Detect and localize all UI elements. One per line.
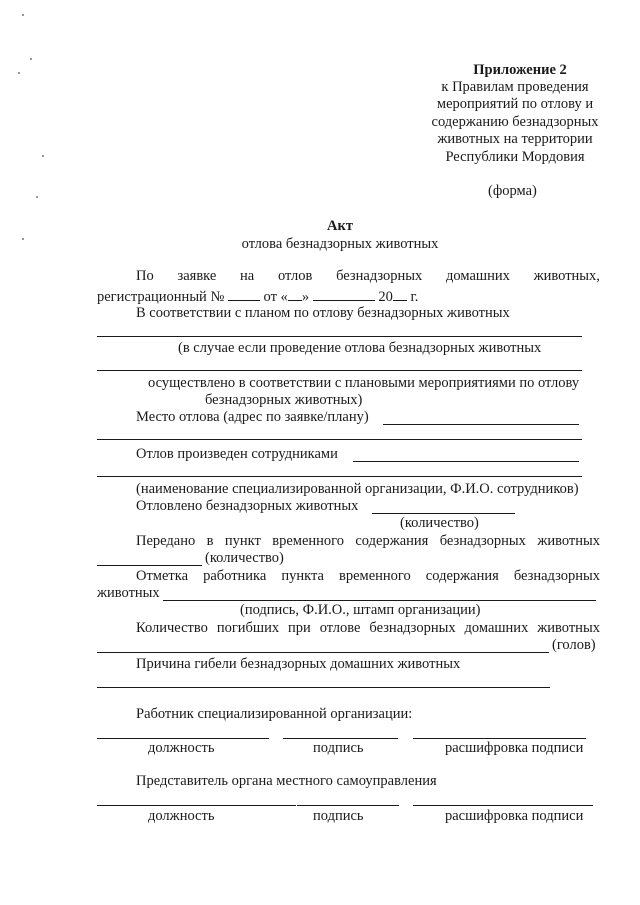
rep-signature-field[interactable] — [297, 805, 399, 806]
word: на — [240, 268, 255, 284]
scan-speck — [36, 196, 38, 198]
plan-field[interactable] — [97, 336, 582, 337]
cause-field[interactable] — [97, 687, 550, 688]
quantity-caption: (количество) — [400, 515, 479, 531]
scan-speck — [22, 238, 24, 240]
worker-title: Работник специализированной организации: — [136, 706, 413, 722]
place-label: Место отлова (адрес по заявке/плану) — [136, 409, 369, 425]
word: заявке — [177, 268, 217, 284]
done-line-2: безнадзорных животных) — [205, 392, 363, 408]
word: домашних — [446, 268, 510, 284]
org-caption: (наименование специализированной организации, Ф.И.О. сотрудников) — [136, 481, 579, 497]
word: безнадзорных — [336, 268, 423, 284]
appendix-text — [420, 79, 610, 166]
word: животных — [537, 533, 600, 549]
word: отлов — [278, 268, 313, 284]
word: пункта — [281, 568, 324, 584]
scan-speck — [22, 14, 24, 16]
appendix-line: животных на территории — [437, 131, 593, 148]
mark-field[interactable] — [163, 600, 596, 601]
position-caption: должность — [148, 808, 215, 824]
date-month-field[interactable] — [313, 287, 375, 301]
act-title: Акт — [327, 218, 353, 234]
mark-line-2: животных — [97, 585, 160, 601]
appendix-line: к Правилам проведения — [441, 79, 589, 95]
caught-label: Отловлено безнадзорных животных — [136, 498, 359, 514]
word: при — [288, 620, 311, 636]
name-caption: расшифровка подписи — [445, 808, 584, 824]
transfer-field[interactable] — [97, 565, 202, 566]
plan-line: В соответствии с планом по отлову безнадзорных животных — [136, 305, 510, 321]
scan-speck — [30, 58, 32, 60]
mark-line — [136, 568, 600, 585]
staff-field-2[interactable] — [97, 476, 582, 477]
word: безнадзорных — [369, 620, 456, 636]
word: безнадзорных — [513, 568, 600, 584]
case-note: (в случае если проведение отлова безнадзорных животных — [178, 340, 542, 356]
transfer-line — [136, 533, 600, 550]
registration-label: регистрационный № — [97, 289, 225, 305]
word: Передано — [136, 533, 196, 549]
word: Отметка — [136, 568, 189, 584]
name-caption: расшифровка подписи — [445, 740, 584, 756]
staff-label: Отлов произведен сотрудниками — [136, 446, 338, 462]
word: погибших — [216, 620, 280, 636]
appendix-line: мероприятий по отлову и — [436, 96, 594, 113]
word: содержания — [425, 568, 499, 584]
year-suffix: г. — [410, 289, 419, 305]
word: По — [136, 268, 154, 284]
appendix-line: содержанию безнадзорных — [431, 113, 599, 130]
act-subtitle: отлова безнадзорных животных — [241, 236, 439, 252]
word: животных, — [533, 268, 600, 284]
scan-speck — [42, 155, 44, 157]
transfer-quantity: (количество) — [205, 550, 284, 566]
date-year-field[interactable] — [393, 287, 407, 301]
place-field-2[interactable] — [97, 439, 582, 440]
worker-signature-field[interactable] — [283, 738, 398, 739]
word: работника — [203, 568, 267, 584]
staff-field[interactable] — [353, 461, 579, 462]
position-caption: должность — [148, 740, 215, 756]
place-field[interactable] — [383, 424, 579, 425]
dead-field[interactable] — [97, 652, 549, 653]
cause-label: Причина гибели безнадзорных домашних животных — [136, 656, 461, 672]
signature-caption-word: подпись — [313, 740, 364, 756]
date-day-field[interactable] — [288, 287, 302, 301]
worker-position-field[interactable] — [97, 738, 269, 739]
word: в — [206, 533, 214, 549]
rep-name-field[interactable] — [413, 805, 593, 806]
form-label: (форма) — [488, 183, 537, 199]
word: животных — [537, 620, 600, 636]
appendix-title: Приложение 2 — [473, 62, 567, 78]
date-from-label: от « — [263, 289, 288, 305]
scan-speck — [18, 72, 20, 74]
word: содержания — [355, 533, 429, 549]
appendix-line: Республики Мордовия — [445, 148, 585, 165]
registration-number-field[interactable] — [228, 287, 260, 301]
request-line-1 — [136, 268, 600, 285]
representative-title: Представитель органа местного самоуправления — [136, 773, 437, 789]
word: пункт — [224, 533, 261, 549]
dead-line — [136, 620, 600, 637]
done-line-1: осуществлено в соответствии с плановыми мероприятиями по отлову — [148, 375, 580, 391]
worker-name-field[interactable] — [413, 738, 586, 739]
rep-position-field[interactable] — [97, 805, 296, 806]
word: домашних — [464, 620, 529, 636]
dead-unit: (голов) — [552, 637, 596, 653]
word: безнадзорных — [439, 533, 526, 549]
word: отлове — [319, 620, 361, 636]
signature-caption-word: подпись — [313, 808, 364, 824]
word: Количество — [136, 620, 208, 636]
caught-field[interactable] — [372, 513, 515, 514]
year-prefix: 20 — [378, 289, 393, 305]
signature-caption: (подпись, Ф.И.О., штамп организации) — [240, 602, 481, 618]
word: временного — [272, 533, 344, 549]
request-line-2 — [97, 287, 418, 306]
word: временного — [339, 568, 411, 584]
case-field[interactable] — [97, 370, 582, 371]
quote-close: » — [301, 289, 310, 305]
